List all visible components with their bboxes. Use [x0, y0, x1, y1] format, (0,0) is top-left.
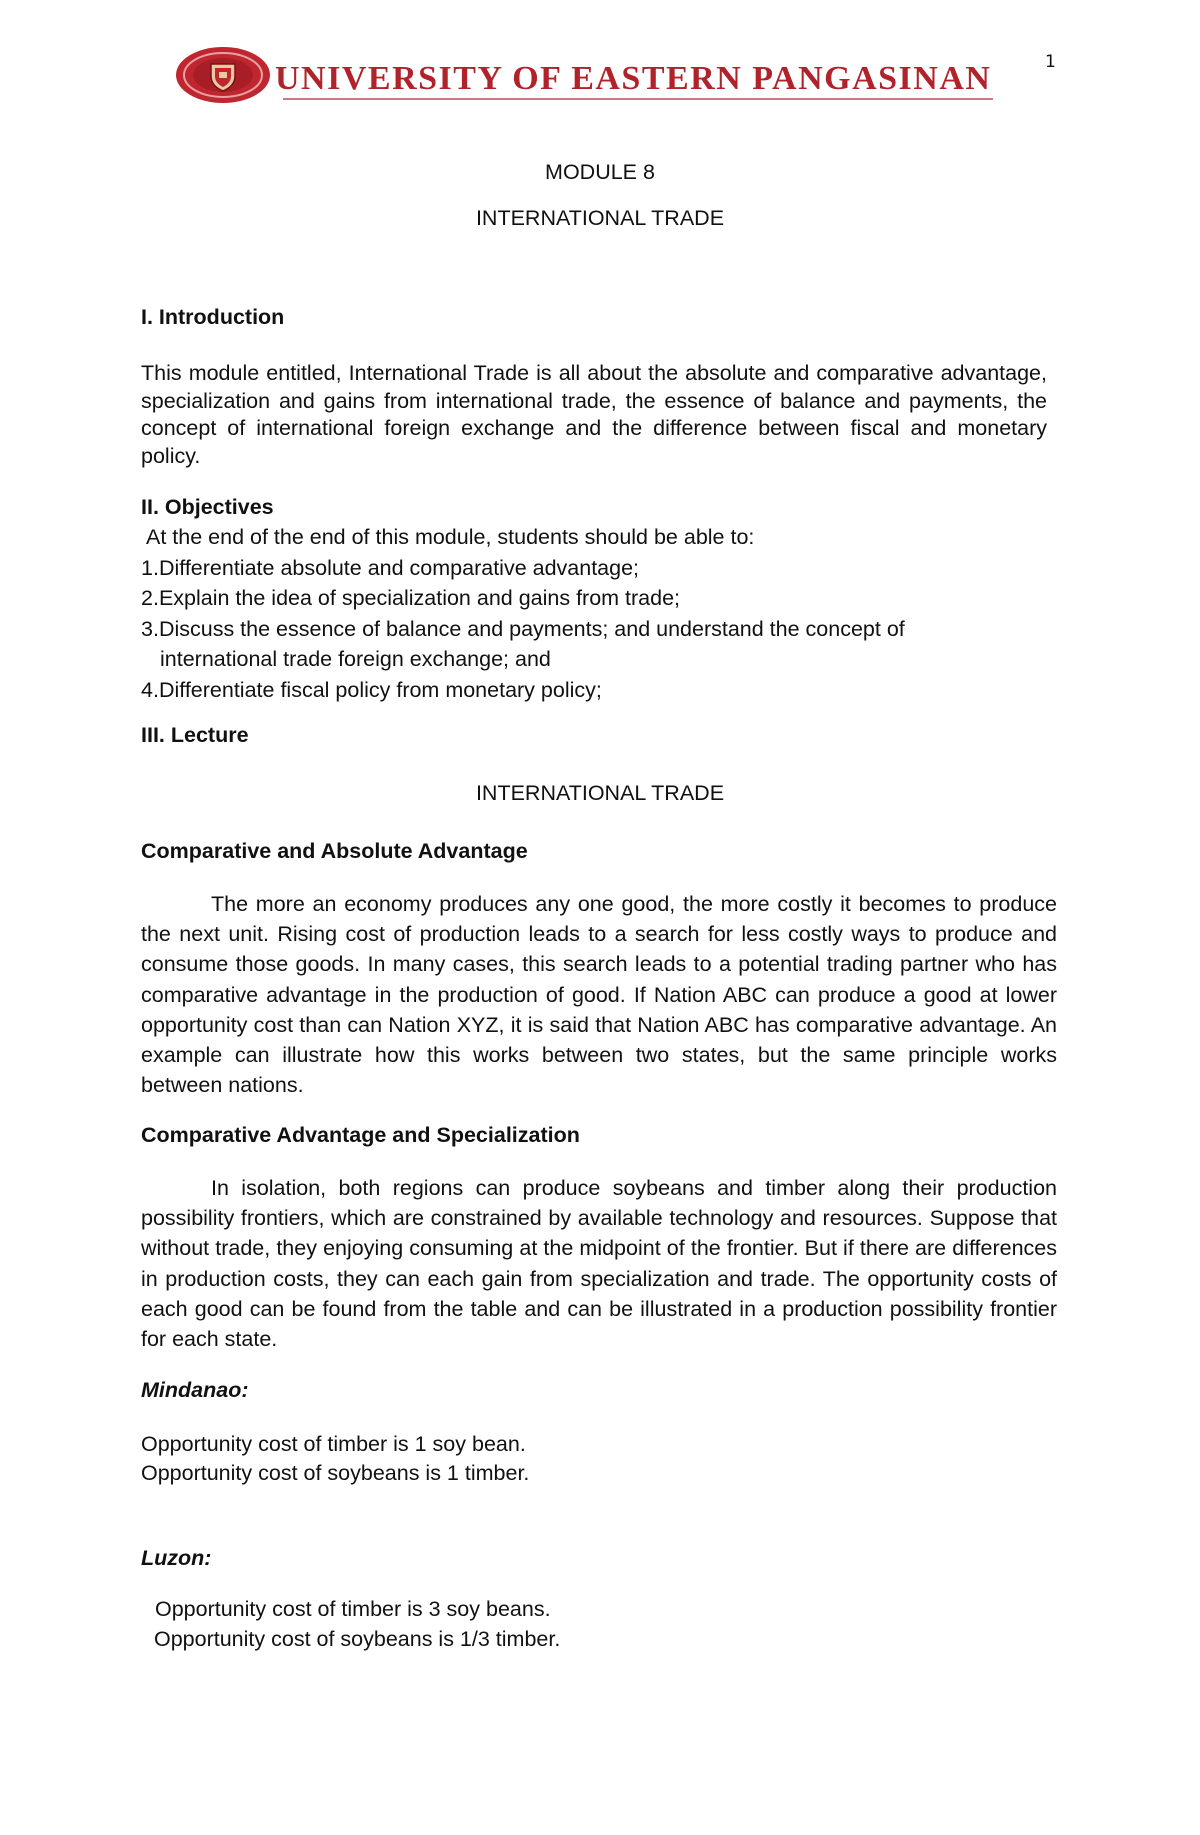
objectives-heading: II. Objectives	[141, 495, 274, 519]
university-name: UNIVERSITY OF EASTERN PANGASINAN	[275, 60, 992, 97]
section-paragraph-comparative-absolute: The more an economy produces any one good, the more costly it becomes to produce the next unit. Rising cost of production leads to a search for less costly ways to produce and consume those goods. In many cases, this search leads to a potential trading partner who has comparative advantage in the production of good. If Nation ABC can produce a good at lower opportunity cost than can Nation XYZ, it is said that Nation ABC has comparative advantage. An example can illustrate how this works between two states, but the same principle works between nations.	[141, 892, 1057, 1098]
module-title: INTERNATIONAL TRADE	[475, 206, 725, 230]
objective-continuation: international trade foreign exchange; and	[160, 647, 551, 671]
header-divider	[283, 98, 993, 100]
mindanao-soybean-cost: Opportunity cost of soybeans is 1 timber.	[141, 1461, 530, 1485]
objective-number: 4.	[141, 678, 159, 702]
university-header	[175, 46, 1035, 108]
objective-item	[141, 616, 1057, 643]
objective-number: 3.	[141, 617, 159, 641]
objective-text: Discuss the essence of balance and payments; and understand the concept of	[158, 617, 905, 641]
objective-text: Differentiate fiscal policy from monetary policy;	[158, 678, 602, 702]
mindanao-timber-cost: Opportunity cost of timber is 1 soy bean.	[141, 1432, 526, 1456]
section-paragraph-specialization: In isolation, both regions can produce soybeans and timber along their production possibility frontiers, which are constrained by available technology and resources. Suppose that without trade, they enjoying consuming at the midpoint of the frontier. But if there are differences in production costs, they can each gain from specialization and trade. The opportunity costs of each good can be found from the table and can be illustrated in a production possibility frontier for each state.	[141, 1176, 1057, 1352]
objective-text: Explain the idea of specialization and gains from trade;	[158, 586, 681, 610]
objective-item	[141, 585, 1057, 612]
module-number: MODULE 8	[545, 160, 655, 184]
luzon-soybean-cost: Opportunity cost of soybeans is 1/3 timber.	[154, 1627, 561, 1651]
luzon-timber-cost: Opportunity cost of timber is 3 soy beans.	[155, 1597, 551, 1621]
introduction-paragraph: This module entitled, International Trade is all about the absolute and comparative advantage, specialization and gains from international trade, the essence of balance and payments, the concept of international foreign exchange and the difference between fiscal and monetary policy.	[141, 361, 1047, 468]
mindanao-label: Mindanao:	[141, 1378, 249, 1402]
section-heading-comparative-absolute: Comparative and Absolute Advantage	[141, 839, 528, 863]
objective-number: 2.	[141, 586, 159, 610]
lecture-title: INTERNATIONAL TRADE	[475, 781, 725, 805]
page-number: 1	[1045, 52, 1056, 72]
objective-text: Differentiate absolute and comparative advantage;	[158, 556, 640, 580]
lecture-heading: III. Lecture	[141, 723, 249, 747]
objective-number: 1.	[141, 556, 159, 580]
objective-item	[141, 555, 1057, 582]
luzon-label: Luzon:	[141, 1546, 212, 1570]
objectives-lead: At the end of the end of this module, students should be able to:	[146, 525, 755, 549]
introduction-heading: I. Introduction	[141, 305, 285, 329]
section-heading-specialization: Comparative Advantage and Specialization	[141, 1123, 580, 1147]
university-seal-logo	[175, 46, 271, 104]
objective-item	[141, 677, 1057, 704]
